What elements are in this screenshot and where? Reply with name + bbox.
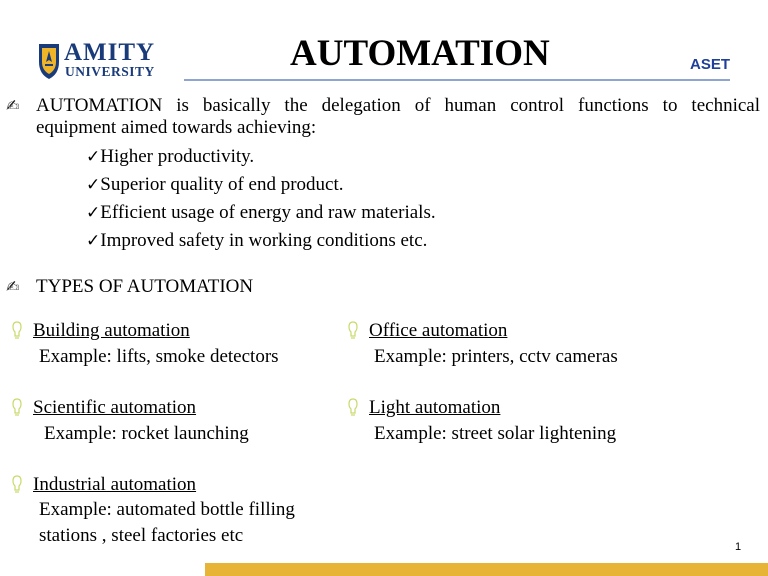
type-light-title: Light automation <box>369 397 501 418</box>
page-number: 1 <box>735 541 742 553</box>
type-office-example: Example: printers, cctv cameras <box>374 346 618 367</box>
intro-line-2: equipment aimed towards achieving: <box>36 117 317 138</box>
intro-line-1: AUTOMATION is basically the delegation of human control functions to technical <box>36 95 760 116</box>
type-building-example: Example: lifts, smoke detectors <box>39 346 279 367</box>
type-industrial-example-1: Example: automated bottle filling <box>39 499 295 520</box>
lightbulb-icon <box>12 475 22 495</box>
type-scientific-title: Scientific automation <box>33 397 197 418</box>
lightbulb-icon <box>12 398 22 418</box>
amity-logo <box>36 40 176 84</box>
type-industrial-title: Industrial automation <box>33 474 197 495</box>
goal-item: ✓Higher productivity. <box>86 146 255 167</box>
checkmark-icon: ✓ <box>86 175 101 195</box>
lightbulb-icon <box>12 321 22 341</box>
type-industrial-example-2: stations , steel factories etc <box>39 525 244 546</box>
pen-writing-icon: ✍ <box>6 277 20 296</box>
checkmark-icon: ✓ <box>86 231 101 251</box>
type-light-example: Example: street solar lightening <box>374 423 617 444</box>
pen-writing-icon: ✍ <box>6 96 20 115</box>
lightbulb-icon <box>348 398 358 418</box>
goal-item: ✓Efficient usage of energy and raw materials. <box>86 202 436 223</box>
logo-subtitle: UNIVERSITY <box>65 64 155 79</box>
goal-item: ✓Improved safety in working conditions etc. <box>86 230 428 251</box>
amity-logo-icon <box>36 40 62 80</box>
slide-title: AUTOMATION <box>290 33 550 74</box>
header-divider <box>184 79 730 81</box>
types-heading: TYPES OF AUTOMATION <box>36 276 254 297</box>
footer-bar <box>205 563 768 576</box>
type-building-title: Building automation <box>33 320 190 341</box>
checkmark-icon: ✓ <box>86 147 101 167</box>
logo-wordmark: AMITY <box>64 39 156 66</box>
goal-item: ✓Superior quality of end product. <box>86 174 344 195</box>
type-office-title: Office automation <box>369 320 508 341</box>
checkmark-icon: ✓ <box>86 203 101 223</box>
institute-tag: ASET <box>690 56 731 73</box>
lightbulb-icon <box>348 321 358 341</box>
type-scientific-example: Example: rocket launching <box>44 423 249 444</box>
